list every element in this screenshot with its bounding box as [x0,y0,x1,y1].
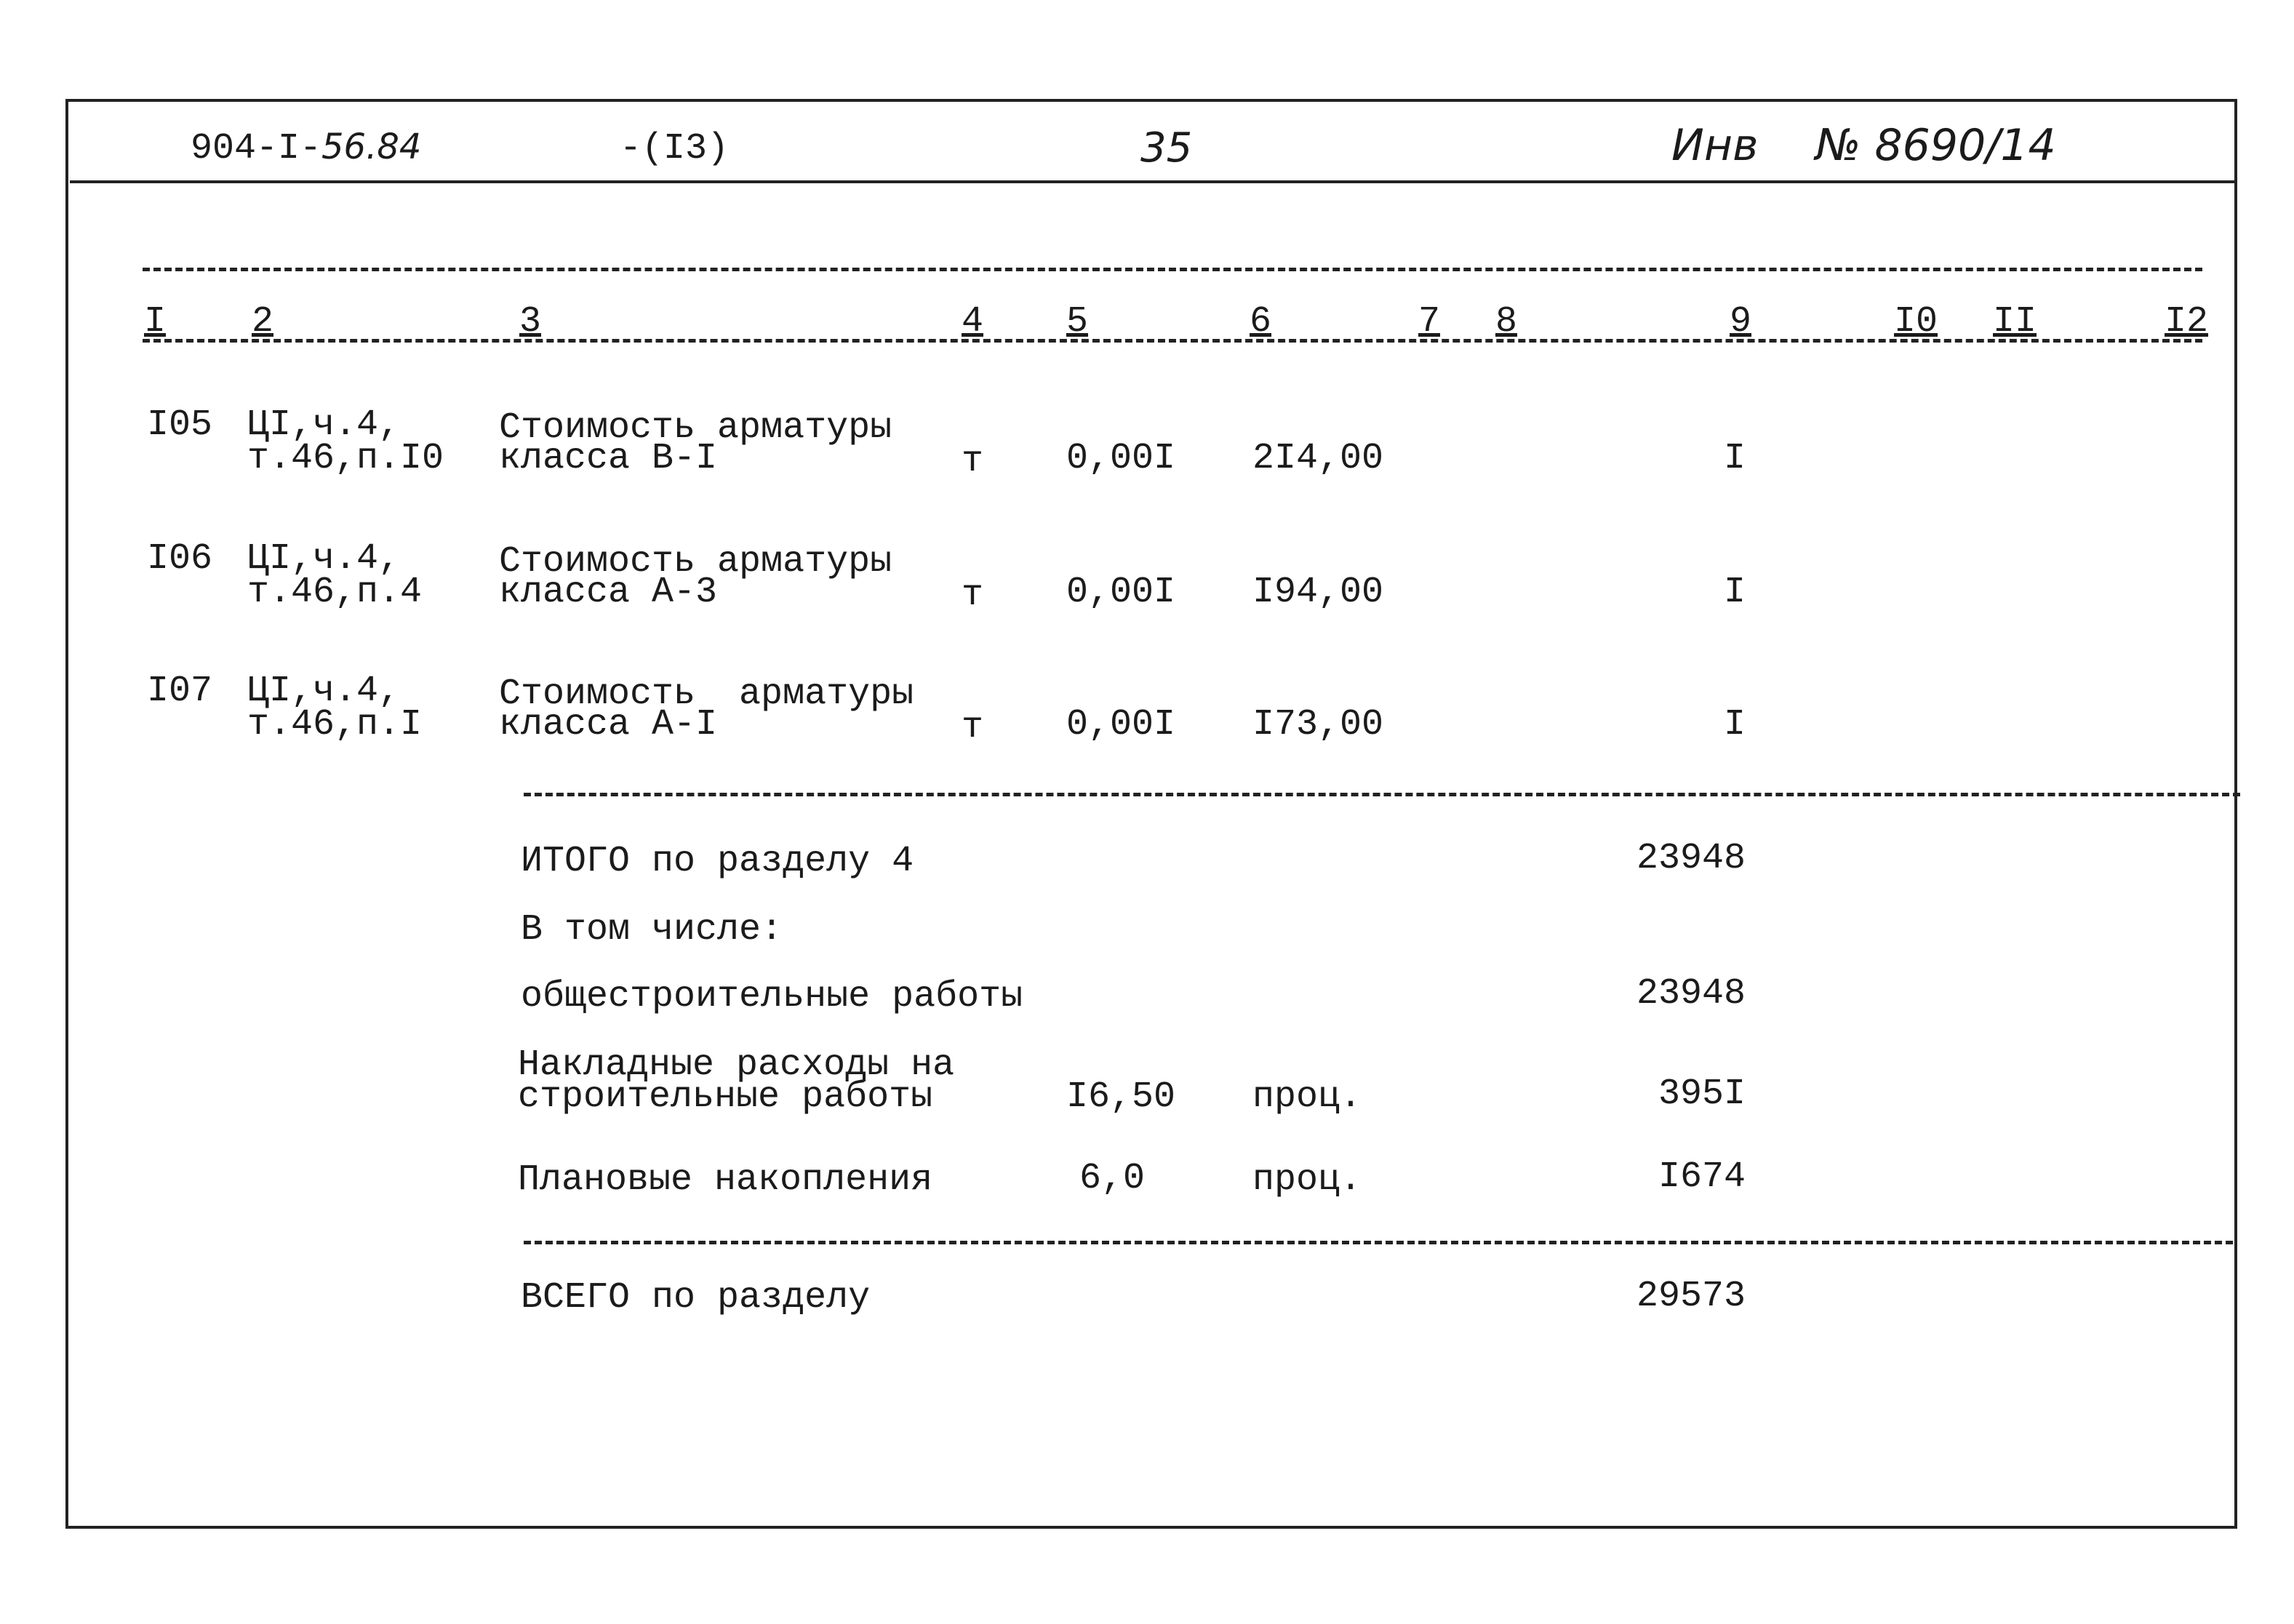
general-works-value: 23948 [1636,973,1746,1015]
row-unit: т [962,441,984,482]
row-reference-line2: т.46,п.4 [247,572,423,613]
row-total: I [1723,572,1746,613]
row-total: I [1723,704,1746,745]
column-number: 5 [1066,301,1089,343]
planned-savings-value: I674 [1658,1156,1746,1198]
row-reference-line1: ЦI,ч.4, [247,538,401,580]
column-number: 7 [1418,301,1441,343]
grand-total-value: 29573 [1636,1276,1746,1317]
frame-right-line [2234,102,2237,1529]
column-number: 9 [1730,301,1752,343]
row-unit: т [962,707,984,748]
inventory-number: № 8690/14 [1815,120,2056,171]
doc-code-handwritten: 56.84 [321,127,422,167]
row-reference-line1: ЦI,ч.4, [247,671,401,712]
summary-top-dash [524,793,2240,796]
row-reference-line2: т.46,п.I [247,704,423,745]
grand-total-dash [524,1241,2233,1244]
row-quantity: 0,00I [1066,704,1176,745]
row-unit-price: 2I4,00 [1252,438,1384,479]
column-header-top-dash [143,268,2202,271]
row-name-line2: класса В-I [499,438,718,479]
frame-left-line [65,99,68,1529]
itogo-value: 23948 [1636,838,1746,879]
grand-total-label: ВСЕГО по разделу [521,1277,871,1319]
row-name-line1: Стоимость арматуры [499,541,892,583]
overhead-label-line2: строительные работы [518,1076,933,1118]
row-name-line2: класса А-I [499,704,718,745]
row-name-line2: класса А-3 [499,572,718,613]
row-unit-price: I94,00 [1252,572,1384,613]
column-number: 4 [962,301,984,343]
row-total: I [1723,438,1746,479]
column-number: 6 [1250,301,1272,343]
sheet-ref: -(I3) [620,128,730,169]
row-quantity: 0,00I [1066,572,1176,613]
general-works-label: общестроительные работы [521,976,1023,1017]
row-name-line1: Стоимость арматуры [499,407,892,449]
overhead-label-line1: Накладные расходы на [518,1044,955,1086]
row-unit-price: I73,00 [1252,704,1384,745]
doc-code-printed: 904-I- [191,128,322,169]
row-reference-line1: ЦI,ч.4, [247,404,401,446]
column-number: I0 [1894,301,1938,343]
column-number: 8 [1495,301,1518,343]
row-reference-line2: т.46,п.I0 [247,438,444,479]
row-number: I07 [147,671,213,712]
overhead-unit: проц. [1252,1076,1362,1118]
header-rule [70,180,2234,183]
column-number: 3 [519,301,542,343]
overhead-value: 395I [1658,1073,1746,1115]
row-unit: т [962,575,984,616]
row-name-line1: Стоимость арматуры [499,673,914,715]
row-quantity: 0,00I [1066,438,1176,479]
planned-savings-label: Плановые накопления [518,1159,933,1201]
column-number: 2 [252,301,274,343]
planned-savings-unit: проц. [1252,1159,1362,1201]
planned-savings-rate: 6,0 [1079,1158,1146,1199]
column-number: I2 [2165,301,2209,343]
row-number: I05 [147,404,213,446]
row-number: I06 [147,538,213,580]
page-number: 35 [1140,124,1193,172]
frame-top-line [67,99,2237,102]
inventory-label: Инв [1671,120,1759,171]
column-number: II [1993,301,2037,343]
including-label: В том числе: [521,909,783,951]
frame-bottom-line [65,1526,2237,1529]
itogo-label: ИТОГО по разделу 4 [521,841,914,882]
column-number: I [144,301,167,343]
overhead-rate: I6,50 [1066,1076,1176,1118]
